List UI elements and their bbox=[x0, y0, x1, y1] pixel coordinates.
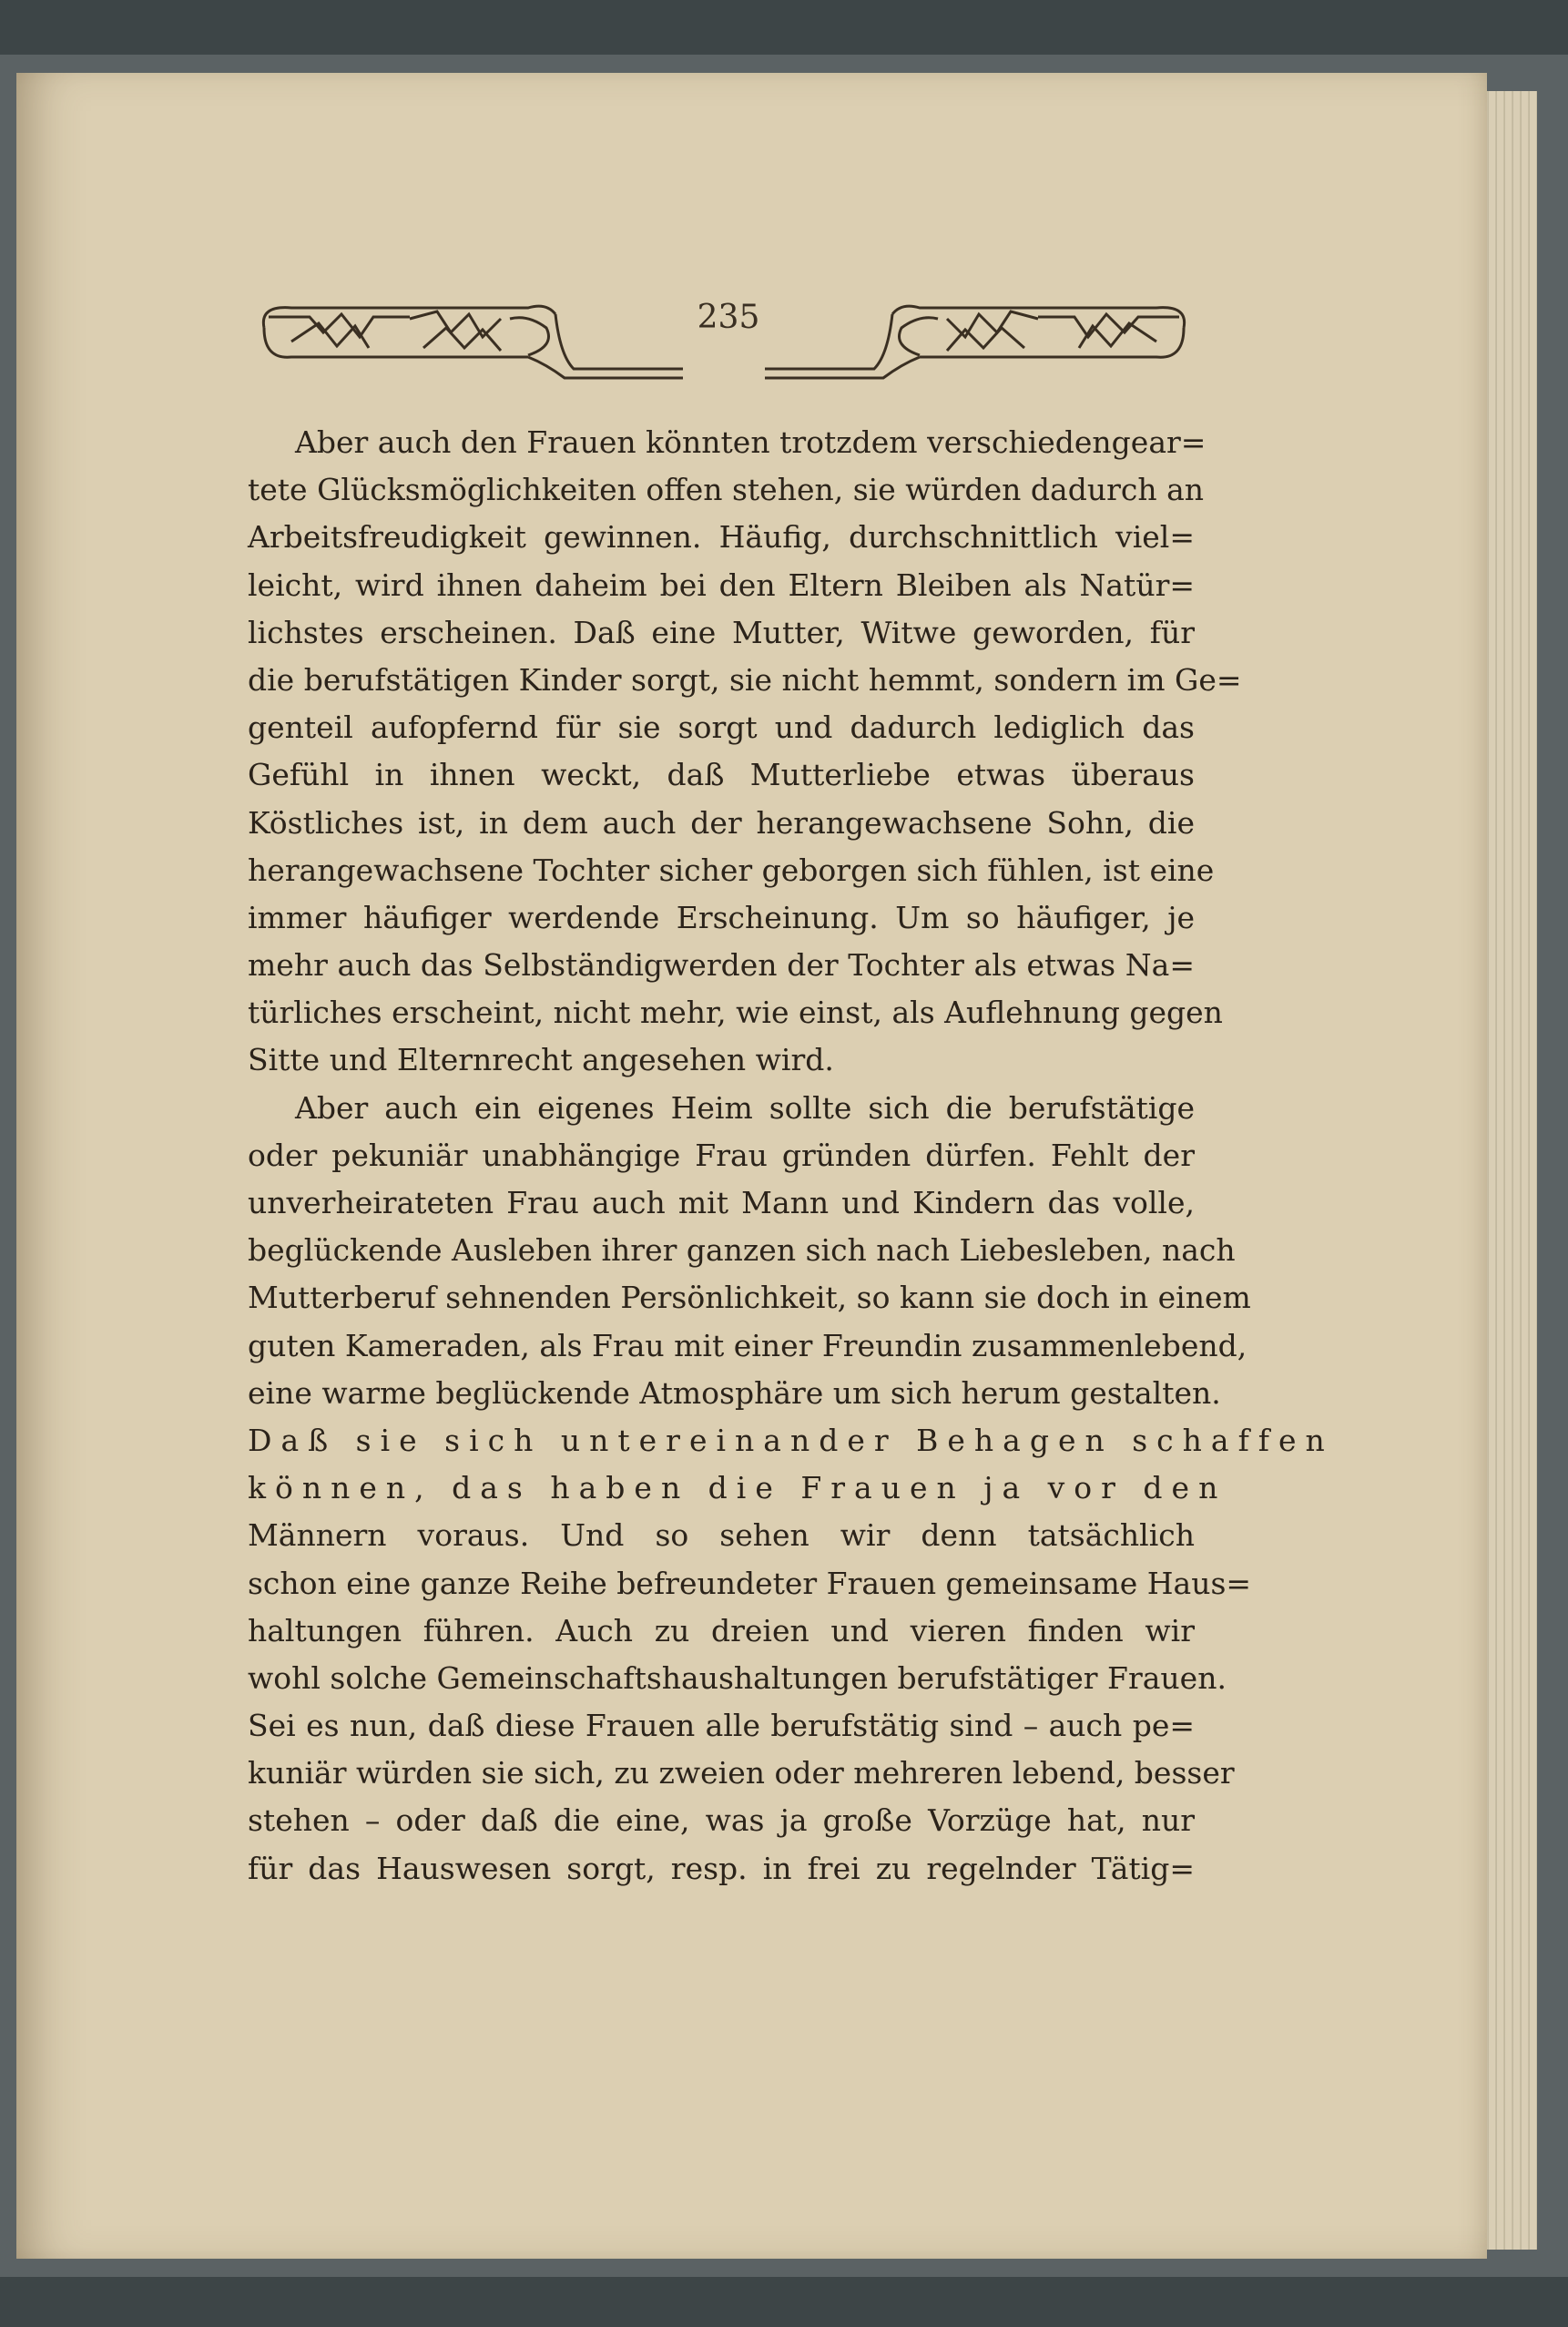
text-line: guten Kameraden, als Frau mit einer Freundin zusammenlebend, bbox=[248, 1327, 1247, 1363]
text-line: eine warme beglückende Atmosphäre um sich herum gestalten. bbox=[248, 1374, 1221, 1411]
text-line: herangewachsene Tochter sicher geborgen sich fühlen, ist eine bbox=[248, 852, 1215, 888]
text-line: stehen – oder daß die eine, was ja große Vorzüge hat, nur bbox=[248, 1802, 1195, 1839]
text-line: wohl solche Gemeinschaftshaushaltungen berufstätiger Frauen. bbox=[248, 1659, 1227, 1696]
text-line: genteil aufopfernd für sie sorgt und dadurch lediglich das bbox=[248, 709, 1195, 746]
text-line: mehr auch das Selbständigwerden der Tochter als etwas Na= bbox=[248, 947, 1195, 984]
text-line: kuniär würden sie sich, zu zweien oder mehreren lebend, besser bbox=[248, 1755, 1235, 1791]
page-number: 235 bbox=[697, 299, 760, 336]
text-line: oder pekuniär unabhängige Frau gründen dürfen. Fehlt der bbox=[248, 1137, 1195, 1173]
page-header bbox=[255, 291, 1193, 401]
text-line: tete Glücksmöglichkeiten offen stehen, sie würden dadurch an bbox=[248, 472, 1205, 508]
text-line: für das Hauswesen sorgt, resp. in frei zu regelnder Tätig= bbox=[248, 1850, 1195, 1886]
text-line: Arbeitsfreudigkeit gewinnen. Häufig, durchschnittlich viel= bbox=[248, 519, 1195, 556]
text-line: Aber auch ein eigenes Heim sollte sich die berufstätige bbox=[295, 1089, 1195, 1126]
text-line: Sitte und Elternrecht angesehen wird. bbox=[248, 1042, 834, 1078]
text-line: beglückende Ausleben ihrer ganzen sich nach Liebesleben, nach bbox=[248, 1232, 1236, 1269]
text-line: Mutterberuf sehnenden Persönlichkeit, so kann sie doch in einem bbox=[248, 1280, 1251, 1316]
text-line: Daß sie sich untereinander Behagen schaffen bbox=[248, 1422, 1334, 1458]
ivy-ornament-left bbox=[255, 291, 683, 392]
text-line: haltungen führen. Auch zu dreien und vieren finden wir bbox=[248, 1612, 1195, 1648]
text-line: können, das haben die Frauen ja vor den bbox=[248, 1470, 1227, 1506]
text-line: Aber auch den Frauen könnten trotzdem verschiedengear= bbox=[295, 424, 1207, 460]
text-line: die berufstätigen Kinder sorgt, sie nicht hemmt, sondern im Ge= bbox=[248, 661, 1242, 698]
ivy-ornament-right bbox=[765, 291, 1193, 392]
text-line: schon eine ganze Reihe befreundeter Frauen gemeinsame Haus= bbox=[248, 1565, 1252, 1601]
text-line: immer häufiger werdende Erscheinung. Um so häufiger, je bbox=[248, 899, 1195, 935]
text-line: Köstliches ist, in dem auch der herangewachsene Sohn, die bbox=[248, 804, 1195, 841]
body-text bbox=[248, 419, 1334, 1893]
text-line: türliches erscheint, nicht mehr, wie einst, als Auflehnung gegen bbox=[248, 995, 1223, 1031]
text-line: unverheirateten Frau auch mit Mann und Kindern das volle, bbox=[248, 1185, 1195, 1220]
text-line: Sei es nun, daß diese Frauen alle berufstätig sind – auch pe= bbox=[248, 1708, 1195, 1744]
text-line: Gefühl in ihnen weckt, daß Mutterliebe etwas überaus bbox=[248, 757, 1195, 793]
text-line: Männern voraus. Und so sehen wir denn tatsächlich bbox=[248, 1517, 1195, 1554]
text-line: leicht, wird ihnen daheim bei den Eltern Bleiben als Natür= bbox=[248, 566, 1195, 603]
text-line: lichstes erscheinen. Daß eine Mutter, Witwe geworden, für bbox=[248, 614, 1195, 650]
